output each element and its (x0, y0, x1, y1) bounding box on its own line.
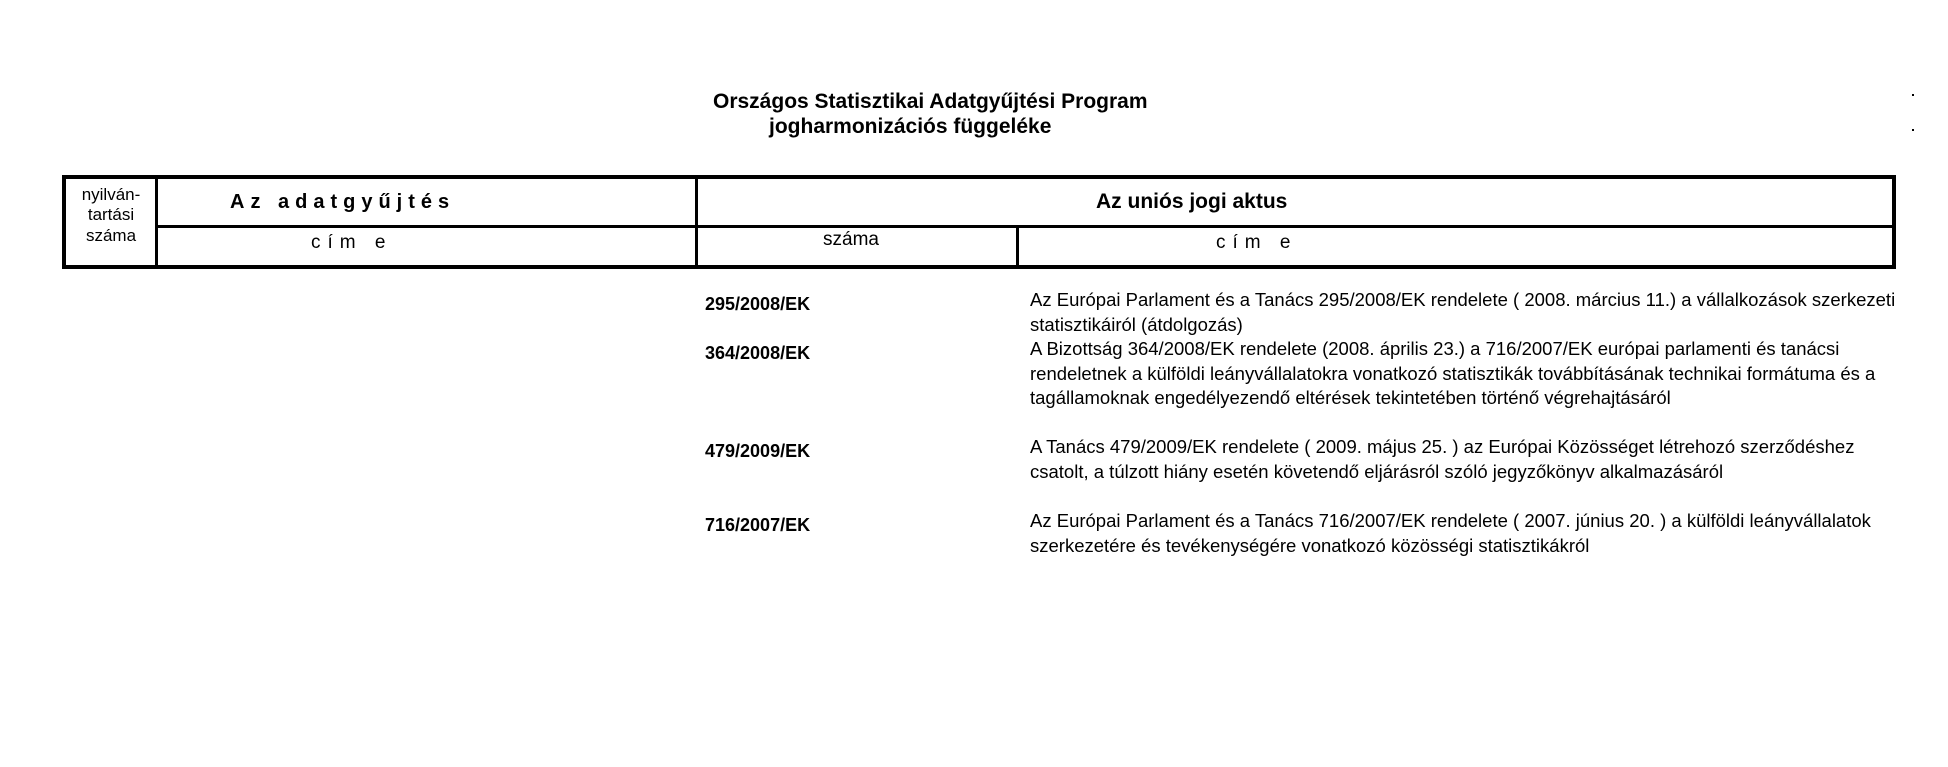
column-divider (695, 179, 698, 265)
act-number: 295/2008/EK (705, 294, 811, 314)
title-line-2: jogharmonizációs függeléke (769, 115, 1052, 138)
act-title: Az Európai Parlament és a Tanács 716/2007/EK rendelete ( 2007. június 20. ) a külföldi leányvállalatok szerkezetére és tevékenységére vonatkozó közösségi statisztikákról (1030, 510, 1871, 556)
header-data-collection: Az adatgyűjtés (230, 191, 456, 213)
header-registry-line-2: tartási (87, 205, 135, 224)
header-registry-line-3: száma (85, 226, 137, 245)
title-line-1: Országos Statisztikai Adatgyűjtési Program (713, 90, 1148, 113)
header-registry-line-1: nyilván- (81, 185, 141, 204)
act-number: 364/2008/EK (705, 343, 811, 363)
table-header (62, 175, 1896, 269)
header-row-divider (156, 225, 1896, 228)
act-title: A Bizottság 364/2008/EK rendelete (2008. április 23.) a 716/2007/EK európai parlamenti és tanácsi rendeletnek a külföldi leányvállalatokra vonatkozó statisztikák továbbításának technikai formátuma és a tagállamoknak engedélyezendő eltérések tekintetében történő végrehajtásáról (1030, 338, 1876, 408)
document-title (713, 89, 1148, 139)
act-title: A Tanács 479/2009/EK rendelete ( 2009. május 25. ) az Európai Közösséget létrehozó szerződéshez csatolt, a túlzott hiány esetén követendő eljárásról szóló jegyzőkönyv alkalmazásáról (1030, 436, 1855, 482)
margin-dot (1912, 94, 1914, 96)
act-number: 716/2007/EK (705, 515, 811, 535)
margin-dot (1912, 129, 1914, 131)
header-collection-title: cím e (311, 232, 393, 253)
header-eu-act-number: száma (823, 229, 879, 250)
column-divider (1016, 225, 1019, 265)
header-eu-act-title: cím e (1216, 232, 1298, 253)
act-title: Az Európai Parlament és a Tanács 295/2008/EK rendelete ( 2008. március 11.) a vállalkozások szerkezeti statisztikáiról (átdolgozás) (1030, 289, 1896, 335)
act-number: 479/2009/EK (705, 441, 811, 461)
header-eu-legal-act: Az uniós jogi aktus (1096, 190, 1288, 213)
